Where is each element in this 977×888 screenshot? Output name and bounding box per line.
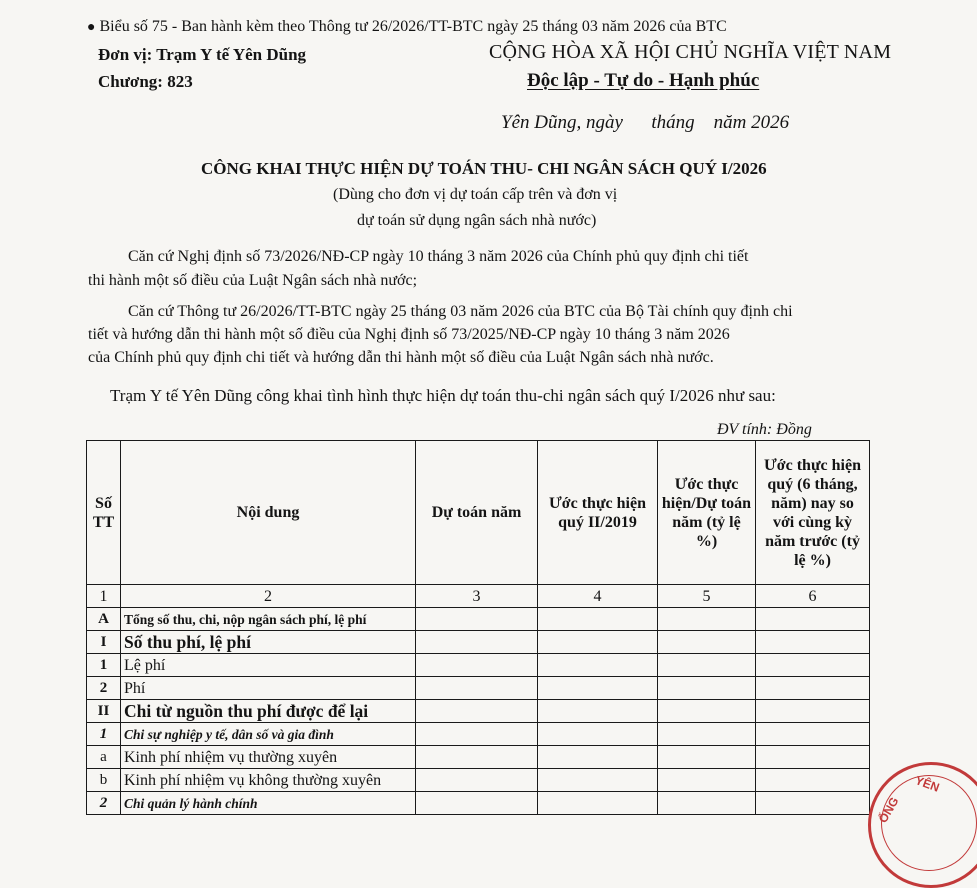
row-cell: [658, 654, 756, 677]
row-content: Chi sự nghiệp y tế, dân số và gia đình: [121, 723, 416, 746]
row-cell: [658, 631, 756, 654]
column-header-ratio: Ước thực hiện/Dự toán năm (tỷ lệ %): [658, 441, 756, 585]
row-cell: [756, 654, 870, 677]
row-cell: [416, 792, 538, 815]
document-title: CÔNG KHAI THỰC HIỆN DỰ TOÁN THU- CHI NGÂN SÁCH QUÝ I/2026: [201, 159, 767, 178]
row-stt: II: [87, 700, 121, 723]
stamp-text: YÊN: [913, 773, 942, 795]
row-cell: [416, 677, 538, 700]
subtitle-line-2: dự toán sử dụng ngân sách nhà nước): [357, 212, 597, 229]
row-cell: [538, 769, 658, 792]
column-number: 2: [121, 585, 416, 608]
chapter-label: Chương: 823: [98, 72, 193, 91]
bullet-icon: ●: [87, 20, 96, 35]
form-note-text: Biểu số 75 - Ban hành kèm theo Thông tư 26/2026/TT-BTC ngày 25 tháng 03 năm 2026 của BTC: [99, 18, 727, 35]
table-row: [87, 700, 870, 723]
form-note: [87, 18, 727, 36]
row-cell: [416, 700, 538, 723]
row-stt: b: [87, 769, 121, 792]
row-cell: [658, 723, 756, 746]
row-cell: [538, 654, 658, 677]
row-cell: [538, 792, 658, 815]
row-stt: 2: [87, 792, 121, 815]
column-number: 3: [416, 585, 538, 608]
row-stt: 1: [87, 654, 121, 677]
row-stt: 1: [87, 723, 121, 746]
column-header-yoy-ratio: Ước thực hiện quý (6 tháng, năm) nay so với cùng kỳ năm trước (tỷ lệ %): [756, 441, 870, 585]
row-cell: [538, 677, 658, 700]
column-number: 5: [658, 585, 756, 608]
row-cell: [756, 723, 870, 746]
table-row: [87, 723, 870, 746]
table-header-row: [87, 441, 870, 585]
row-content: Lệ phí: [121, 654, 416, 677]
row-cell: [416, 746, 538, 769]
row-content: Số thu phí, lệ phí: [121, 631, 416, 654]
row-content: Chi quản lý hành chính: [121, 792, 416, 815]
row-cell: [658, 769, 756, 792]
row-content: Kinh phí nhiệm vụ không thường xuyên: [121, 769, 416, 792]
column-number-row: [87, 585, 870, 608]
intro-statement: Trạm Y tế Yên Dũng công khai tình hình thực hiện dự toán thu-chi ngân sách quý I/2026 như sau:: [110, 386, 776, 405]
table-row: [87, 769, 870, 792]
row-cell: [416, 723, 538, 746]
column-number: 6: [756, 585, 870, 608]
row-cell: [416, 631, 538, 654]
basis-paragraph-2-line-3: của Chính phủ quy định chi tiết và hướng dẫn thi hành một số điều của Luật Ngân sách nhà nước.: [88, 349, 714, 366]
place-date: Yên Dũng, ngày tháng năm 2026: [501, 112, 790, 133]
row-cell: [416, 769, 538, 792]
stamp-text-2: ỔNG: [875, 794, 902, 826]
row-stt: a: [87, 746, 121, 769]
row-cell: [658, 792, 756, 815]
row-cell: [658, 700, 756, 723]
row-cell: [538, 631, 658, 654]
row-cell: [538, 700, 658, 723]
row-cell: [538, 608, 658, 631]
row-stt: 2: [87, 677, 121, 700]
row-content: Tổng số thu, chi, nộp ngân sách phí, lệ phí: [121, 608, 416, 631]
row-cell: [756, 700, 870, 723]
column-header-content: Nội dung: [121, 441, 416, 585]
column-header-annual-estimate: Dự toán năm: [416, 441, 538, 585]
row-cell: [538, 746, 658, 769]
row-cell: [756, 608, 870, 631]
budget-table: [86, 440, 870, 815]
table-row: [87, 631, 870, 654]
row-stt: A: [87, 608, 121, 631]
motto: Độc lập - Tự do - Hạnh phúc: [527, 70, 760, 91]
basis-paragraph-2-line-1: Căn cứ Thông tư 26/2026/TT-BTC ngày 25 tháng 03 năm 2026 của BTC của Bộ Tài chính quy định chi: [128, 303, 793, 320]
row-cell: [756, 631, 870, 654]
subtitle-line-1: (Dùng cho đơn vị dự toán cấp trên và đơn vị: [333, 186, 618, 203]
row-cell: [658, 608, 756, 631]
table-row: [87, 654, 870, 677]
basis-paragraph-1-line-1: Căn cứ Nghị định số 73/2026/NĐ-CP ngày 10 tháng 3 năm 2026 của Chính phủ quy định chi tiết: [128, 248, 749, 265]
basis-paragraph-2-line-2: tiết và hướng dẫn thi hành một số điều của Nghị định số 73/2025/NĐ-CP ngày 10 tháng 3 năm 2026: [88, 326, 730, 343]
table-row: [87, 746, 870, 769]
row-cell: [416, 654, 538, 677]
table-row: [87, 677, 870, 700]
column-header-quarter-estimate: Ước thực hiện quý II/2019: [538, 441, 658, 585]
row-content: Phí: [121, 677, 416, 700]
row-content: Chi từ nguồn thu phí được để lại: [121, 700, 416, 723]
row-cell: [658, 677, 756, 700]
row-cell: [756, 769, 870, 792]
row-cell: [538, 723, 658, 746]
row-content: Kinh phí nhiệm vụ thường xuyên: [121, 746, 416, 769]
country-name: CỘNG HÒA XÃ HỘI CHỦ NGHĨA VIỆT NAM: [489, 41, 892, 63]
row-stt: I: [87, 631, 121, 654]
column-number: 1: [87, 585, 121, 608]
unit-note: ĐV tính: Đồng: [717, 421, 812, 438]
column-header-stt: Số TT: [87, 441, 121, 585]
row-cell: [658, 746, 756, 769]
row-cell: [756, 792, 870, 815]
row-cell: [756, 677, 870, 700]
official-stamp: [868, 762, 977, 888]
table-row: [87, 608, 870, 631]
row-cell: [756, 746, 870, 769]
table-row: [87, 792, 870, 815]
row-cell: [416, 608, 538, 631]
basis-paragraph-1-line-2: thi hành một số điều của Luật Ngân sách nhà nước;: [88, 272, 418, 289]
unit-label: Đơn vị: Trạm Y tế Yên Dũng: [98, 45, 307, 64]
column-number: 4: [538, 585, 658, 608]
